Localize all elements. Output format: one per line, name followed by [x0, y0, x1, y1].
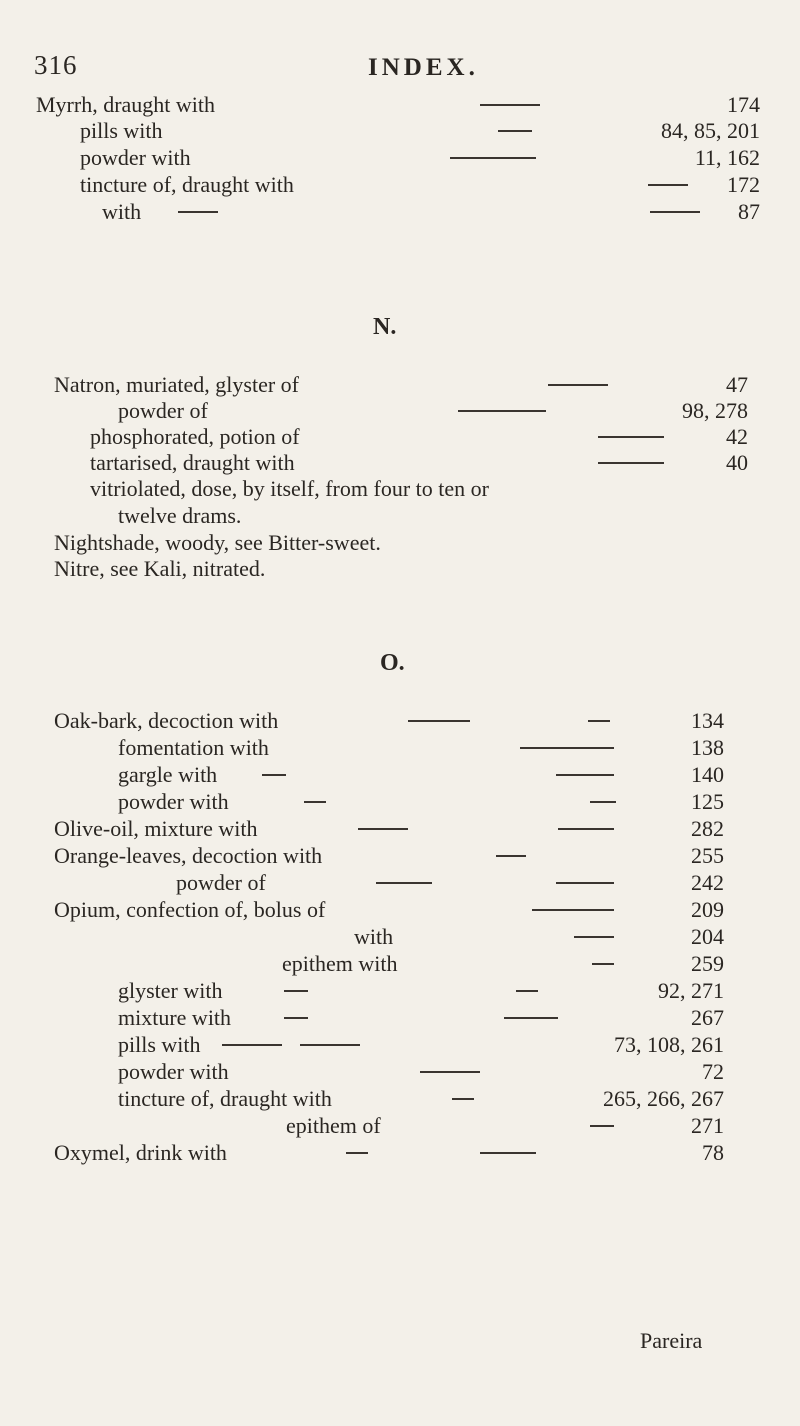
leader-rule: [376, 882, 432, 884]
leader-rule: [590, 1125, 614, 1127]
entry-refs: 87: [738, 199, 760, 224]
entry-label: pills with: [80, 118, 163, 143]
index-entry: [0, 762, 800, 788]
entry-label: powder with: [118, 789, 229, 814]
leader-rule: [480, 1152, 536, 1154]
entry-label: Myrrh, draught with: [36, 92, 216, 117]
entry-refs: 134: [691, 708, 724, 733]
page-number: 316: [34, 50, 78, 80]
leader-rule: [548, 384, 608, 386]
entry-label: glyster with: [118, 978, 223, 1003]
index-entry: [0, 843, 800, 869]
entry-refs: 11, 162: [694, 145, 760, 170]
entry-label: powder with: [80, 145, 191, 170]
entry-refs: 98, 278: [682, 398, 748, 423]
entry-label: tartarised, draught with: [90, 450, 295, 475]
entry-label: powder of: [176, 870, 266, 895]
entry-refs: 40: [726, 450, 748, 475]
index-entry: [0, 398, 800, 424]
leader-rule: [458, 410, 546, 412]
entry-refs: 172: [727, 172, 760, 197]
index-entry: [0, 978, 800, 1004]
vitriolated-line-1: vitriolated, dose, by itself, from four to ten or: [90, 476, 489, 501]
entry-label: epithem with: [282, 951, 398, 976]
entry-label: with: [354, 924, 394, 949]
index-entry: [0, 372, 800, 398]
nitre-entry: Nitre, see Kali, nitrated.: [54, 556, 266, 581]
entry-label: fomentation with: [118, 735, 269, 760]
index-entry: [0, 870, 800, 896]
entry-refs: 242: [691, 870, 724, 895]
index-entry: [0, 1086, 800, 1112]
index-entry: [0, 951, 800, 977]
leader-rule: [452, 1098, 474, 1100]
leader-rule: [574, 936, 614, 938]
leader-rule: [516, 990, 538, 992]
leader-rule: [532, 909, 614, 911]
entry-refs: 78: [702, 1140, 724, 1165]
entry-refs: 125: [691, 789, 724, 814]
leader-rule: [300, 1044, 360, 1046]
nightshade-entry: Nightshade, woody, see Bitter-sweet.: [54, 530, 381, 555]
entry-refs: 174: [727, 92, 760, 117]
index-entry: [0, 897, 800, 923]
index-entry: [0, 1113, 800, 1139]
index-entry: [0, 1032, 800, 1058]
index-entry: [0, 118, 800, 144]
entry-label: powder of: [118, 398, 208, 423]
index-entry: [0, 1005, 800, 1031]
entry-refs: 73, 108, 261: [614, 1032, 724, 1057]
leader-rule: [420, 1071, 480, 1073]
entry-refs: 282: [691, 816, 724, 841]
index-entry: [0, 424, 800, 450]
index-entry: [0, 199, 800, 225]
leader-rule: [504, 1017, 558, 1019]
index-entry: [0, 708, 800, 734]
entry-label: tincture of, draught with: [118, 1086, 332, 1111]
leader-rule: [598, 462, 664, 464]
entry-label: mixture with: [118, 1005, 232, 1030]
entry-refs: 259: [691, 951, 724, 976]
leader-rule: [496, 855, 526, 857]
entry-label: gargle with: [118, 762, 218, 787]
leader-rule: [450, 157, 536, 159]
leader-rule: [262, 774, 286, 776]
index-entry: [0, 450, 800, 476]
entry-refs: 47: [726, 372, 748, 397]
entry-refs: 138: [691, 735, 724, 760]
entry-refs: 204: [691, 924, 724, 949]
entry-label: Olive-oil, mixture with: [54, 816, 258, 841]
leader-rule: [592, 963, 614, 965]
entry-refs: 42: [726, 424, 748, 449]
page-header: [28, 48, 768, 88]
leader-rule: [556, 774, 614, 776]
entry-refs: 140: [691, 762, 724, 787]
entry-label: Opium, confection of, bolus of: [54, 897, 326, 922]
index-entry: [0, 816, 800, 842]
entry-refs: 267: [691, 1005, 724, 1030]
entry-label: pills with: [118, 1032, 201, 1057]
leader-rule: [358, 828, 408, 830]
leader-rule: [520, 747, 614, 749]
entry-refs: 72: [702, 1059, 724, 1084]
entry-label: powder with: [118, 1059, 229, 1084]
entry-label: Orange-leaves, decoction with: [54, 843, 323, 868]
index-entry: [0, 92, 800, 118]
leader-rule: [650, 211, 700, 213]
leader-rule: [556, 882, 614, 884]
leader-rule: [588, 720, 610, 722]
entry-refs: 265, 266, 267: [603, 1086, 724, 1111]
leader-rule: [284, 990, 308, 992]
leader-rule: [408, 720, 470, 722]
leader-rule: [648, 184, 688, 186]
section-letter: N.: [373, 314, 397, 340]
entry-label: with: [102, 199, 142, 224]
index-entry: [0, 735, 800, 761]
entry-refs: 92, 271: [658, 978, 724, 1003]
running-title: INDEX.: [368, 54, 479, 81]
entry-refs: 84, 85, 201: [661, 118, 760, 143]
catchword: Pareira: [640, 1328, 703, 1353]
index-entry: [0, 145, 800, 171]
leader-rule: [498, 130, 532, 132]
leader-rule: [222, 1044, 282, 1046]
leader-rule: [284, 1017, 308, 1019]
entry-label: Oxymel, drink with: [54, 1140, 227, 1165]
index-entry: [0, 1140, 800, 1166]
entry-refs: 271: [691, 1113, 724, 1138]
leader-rule: [480, 104, 540, 106]
entry-label: tincture of, draught with: [80, 172, 294, 197]
leader-rule: [590, 801, 616, 803]
leader-rule: [558, 828, 614, 830]
entry-label: Oak-bark, decoction with: [54, 708, 279, 733]
index-entry: [0, 789, 800, 815]
entry-label: epithem of: [286, 1113, 381, 1138]
entry-refs: 209: [691, 897, 724, 922]
leader-rule: [346, 1152, 368, 1154]
entry-refs: 255: [691, 843, 724, 868]
section-letter: O.: [380, 650, 405, 676]
index-entry: [0, 1059, 800, 1085]
leader-rule: [178, 211, 218, 213]
entry-label: phosphorated, potion of: [90, 424, 300, 449]
index-entry: [0, 924, 800, 950]
index-entry: [0, 172, 800, 198]
leader-rule: [304, 801, 326, 803]
leader-rule: [598, 436, 664, 438]
entry-label: Natron, muriated, glyster of: [54, 372, 299, 397]
vitriolated-line-2: twelve drams.: [118, 503, 242, 528]
